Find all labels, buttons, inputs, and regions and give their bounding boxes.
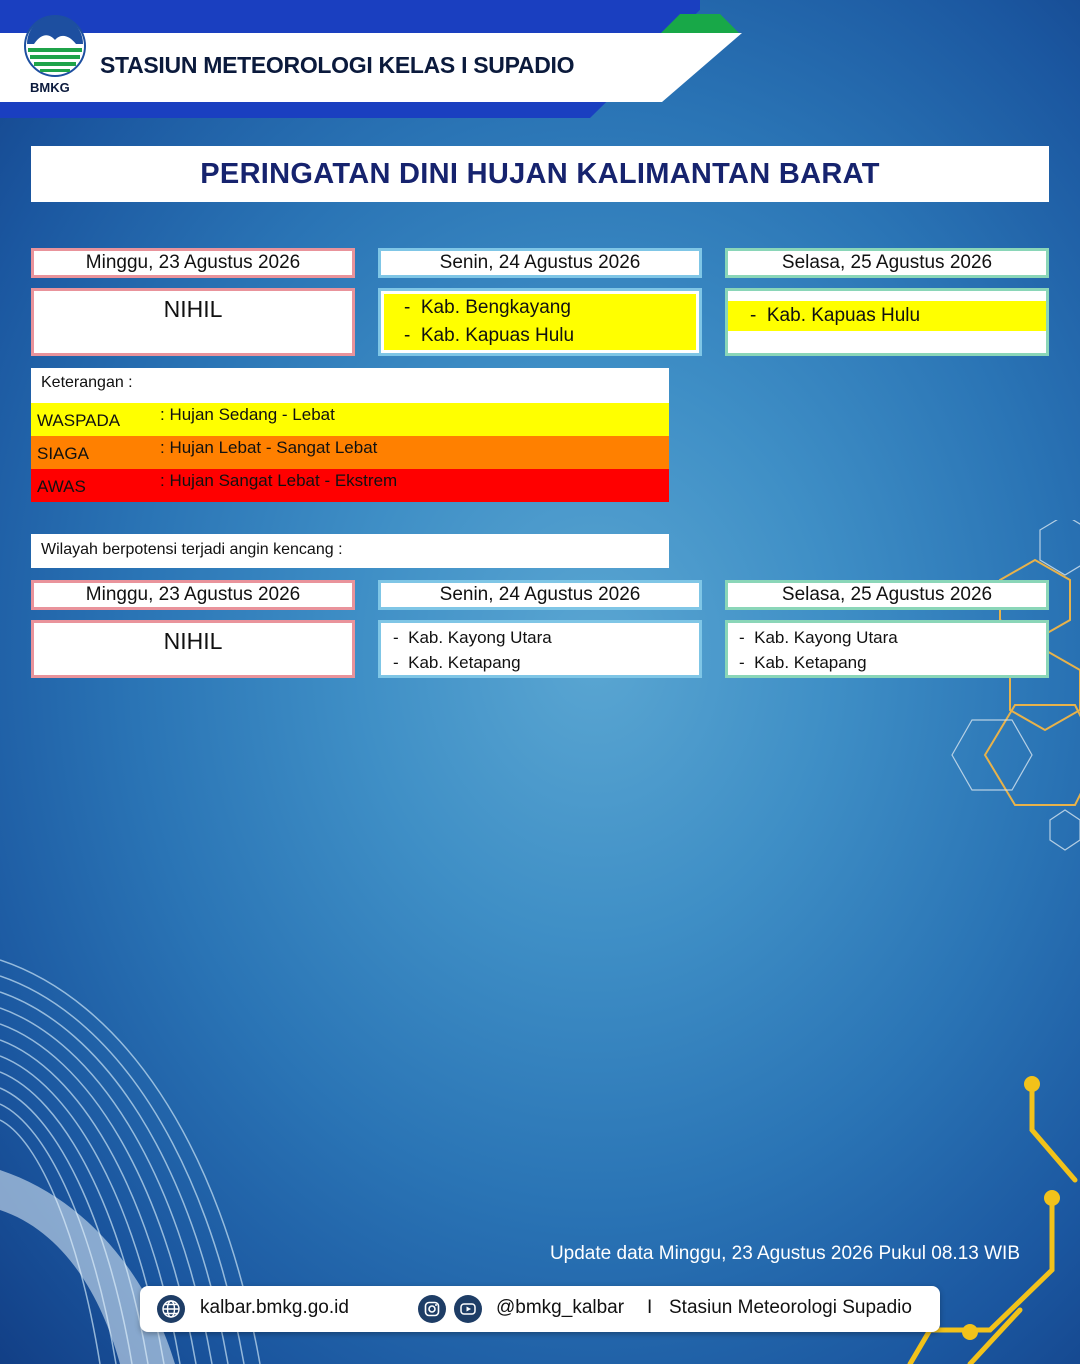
footer-separator: I [647,1297,653,1318]
legend-title: Keterangan : [41,374,133,391]
rain-day3-date: Selasa, 25 Agustus 2026 [725,248,1049,278]
update-text: Update data Minggu, 23 Agustus 2026 Pukul 08.13 WIB [549,1243,1020,1264]
legend-level-name: WASPADA [37,411,121,430]
wind-label: Wilayah berpotensi terjadi angin kencang : [41,541,343,558]
footer-station: Stasiun Meteorologi Supadio [669,1297,912,1318]
wind-day1-body [31,620,355,678]
list-item: - Kab. Kapuas Hulu [404,325,575,346]
list-item: - Kab. Kayong Utara [739,628,898,647]
legend-level-name: SIAGA [37,444,89,463]
rain-day1-value: NIHIL [163,296,223,322]
legend-level-desc: : Hujan Sedang - Lebat [160,405,335,424]
list-item: - Kab. Ketapang [739,653,867,672]
list-item: - Kab. Kayong Utara [393,628,552,647]
wind-day2-date: Senin, 24 Agustus 2026 [378,580,702,610]
instagram-icon[interactable] [418,1295,446,1323]
legend-level-name: AWAS [37,477,86,496]
footer-bar [140,1286,940,1332]
wind-day1-date: Minggu, 23 Agustus 2026 [31,580,355,610]
wind-day3-date: Selasa, 25 Agustus 2026 [725,580,1049,610]
legend-box [31,368,669,502]
list-item: - Kab. Bengkayang [404,297,571,318]
title-box [31,146,1049,202]
logo-text: BMKG [30,80,70,95]
website-link[interactable]: kalbar.bmkg.go.id [200,1297,349,1318]
list-item: - Kab. Kapuas Hulu [750,305,921,326]
legend-row-waspada [31,403,669,436]
list-item: - Kab. Ketapang [393,653,521,672]
legend-row-siaga [31,436,669,469]
rain-day1-body [31,288,355,356]
legend-row-awas [31,469,669,502]
wind-day3-body [725,620,1049,678]
rain-day2-body [378,288,702,356]
rain-day1-date: Minggu, 23 Agustus 2026 [31,248,355,278]
wind-label-box [31,534,669,568]
rain-day2-list [384,294,696,350]
wind-day2-body [378,620,702,678]
decorative-hexagons [940,520,1080,860]
page-title: PERINGATAN DINI HUJAN KALIMANTAN BARAT [200,157,880,190]
globe-icon [157,1295,185,1323]
wind-day1-value: NIHIL [163,628,223,654]
station-name: STASIUN METEOROLOGI KELAS I SUPADIO [100,52,575,78]
legend-level-desc: : Hujan Sangat Lebat - Ekstrem [160,471,398,490]
youtube-icon[interactable] [454,1295,482,1323]
rain-day3-body [725,288,1049,356]
legend-level-desc: : Hujan Lebat - Sangat Lebat [160,438,378,457]
rain-day2-date: Senin, 24 Agustus 2026 [378,248,702,278]
social-handle[interactable]: @bmkg_kalbar [496,1297,625,1318]
rain-day3-list [728,301,1046,331]
